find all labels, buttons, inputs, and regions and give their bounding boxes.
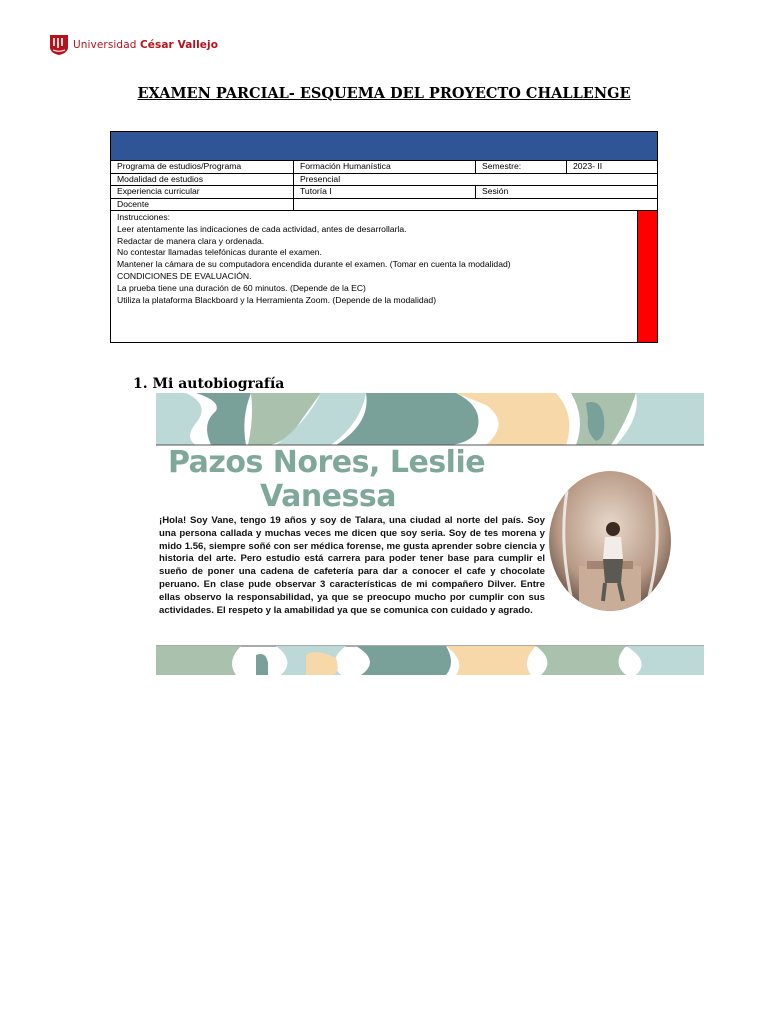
student-photo <box>549 471 671 611</box>
instruction-line: CONDICIONES DE EVALUACIÓN. <box>117 270 252 281</box>
section-title: Mi autobiografía <box>152 376 285 392</box>
logo-text-bold: César Vallejo <box>139 39 219 51</box>
autobiography-card <box>156 393 704 675</box>
instruction-line: Utiliza la plataforma Blackboard y la Herramienta Zoom. (Depende de la modalidad) <box>117 294 437 305</box>
table-row <box>111 199 657 212</box>
instructions-text <box>111 211 638 342</box>
university-shield-icon <box>50 35 68 55</box>
row-value: Tutoría I <box>294 186 476 198</box>
instruction-line: Instrucciones: <box>117 212 171 222</box>
student-name-line1: Pazos Nores, Leslie <box>168 445 486 480</box>
autobiography-text: ¡Hola! Soy Vane, tengo 19 años y soy de Talara, una ciudad al norte del país. Soy una persona callada y muchas veces me dicen que soy seria. Soy de tes morena y mido 1.56, siempre soñé con ser médica forense, me gusta aprender sobre ciencia y historia del arte. Pero estudio está carrera para poder tener base para cumplir el sueño de poner una cadena de cafetería para dar a conocer el cafe y chocolate peruano. En clase pude observar 3 características de mi compañero Dilver. Entre ellas observo la responsabilidad, ya que se preocupo mucho por cumplir con sus actividades. El respeto y la amabilidad ya que se comunica con cuidado y agrado. <box>159 515 545 616</box>
instruction-line: Leer atentamente las indicaciones de cada actividad, antes de desarrollarla. <box>117 223 407 234</box>
logo-text <box>73 39 218 51</box>
row-label: Programa de estudios/Programa <box>111 161 294 173</box>
table-banner <box>111 132 657 161</box>
instruction-line: Mantener la cámara de su computadora encendida durante el examen. (Tomar en cuenta la modalidad) <box>117 259 511 270</box>
instruction-line: Redactar de manera clara y ordenada. <box>117 235 265 246</box>
session-label: Sesión <box>482 186 509 196</box>
instruction-line: La prueba tiene una duración de 60 minutos. (Depende de la EC) <box>117 282 366 293</box>
instruction-line: No contestar llamadas telefónicas durante el examen. <box>117 247 322 258</box>
university-logo <box>50 34 218 56</box>
instructions-row <box>111 211 657 342</box>
row-label: Modalidad de estudios <box>111 174 294 186</box>
row-label: Experiencia curricular <box>111 186 294 198</box>
table-row <box>111 174 657 187</box>
table-row <box>111 161 657 174</box>
docente-value <box>294 199 657 211</box>
semester-value: 2023- II <box>573 161 603 171</box>
row-value: Presencial <box>300 173 341 184</box>
red-accent-bar <box>638 211 657 342</box>
exam-info-table <box>110 131 658 343</box>
row-value: Formación Humanística <box>294 161 476 173</box>
table-row <box>111 186 657 199</box>
section-heading <box>133 376 284 392</box>
section-number: 1. <box>133 376 148 392</box>
logo-text-regular: Universidad <box>73 39 137 51</box>
row-label: Docente <box>111 199 294 211</box>
document-title: EXAMEN PARCIAL- ESQUEMA DEL PROYECTO CHALLENGE <box>137 85 631 102</box>
semester-label: Semestre: <box>476 161 567 173</box>
student-name-line2: Vanessa <box>260 479 396 514</box>
